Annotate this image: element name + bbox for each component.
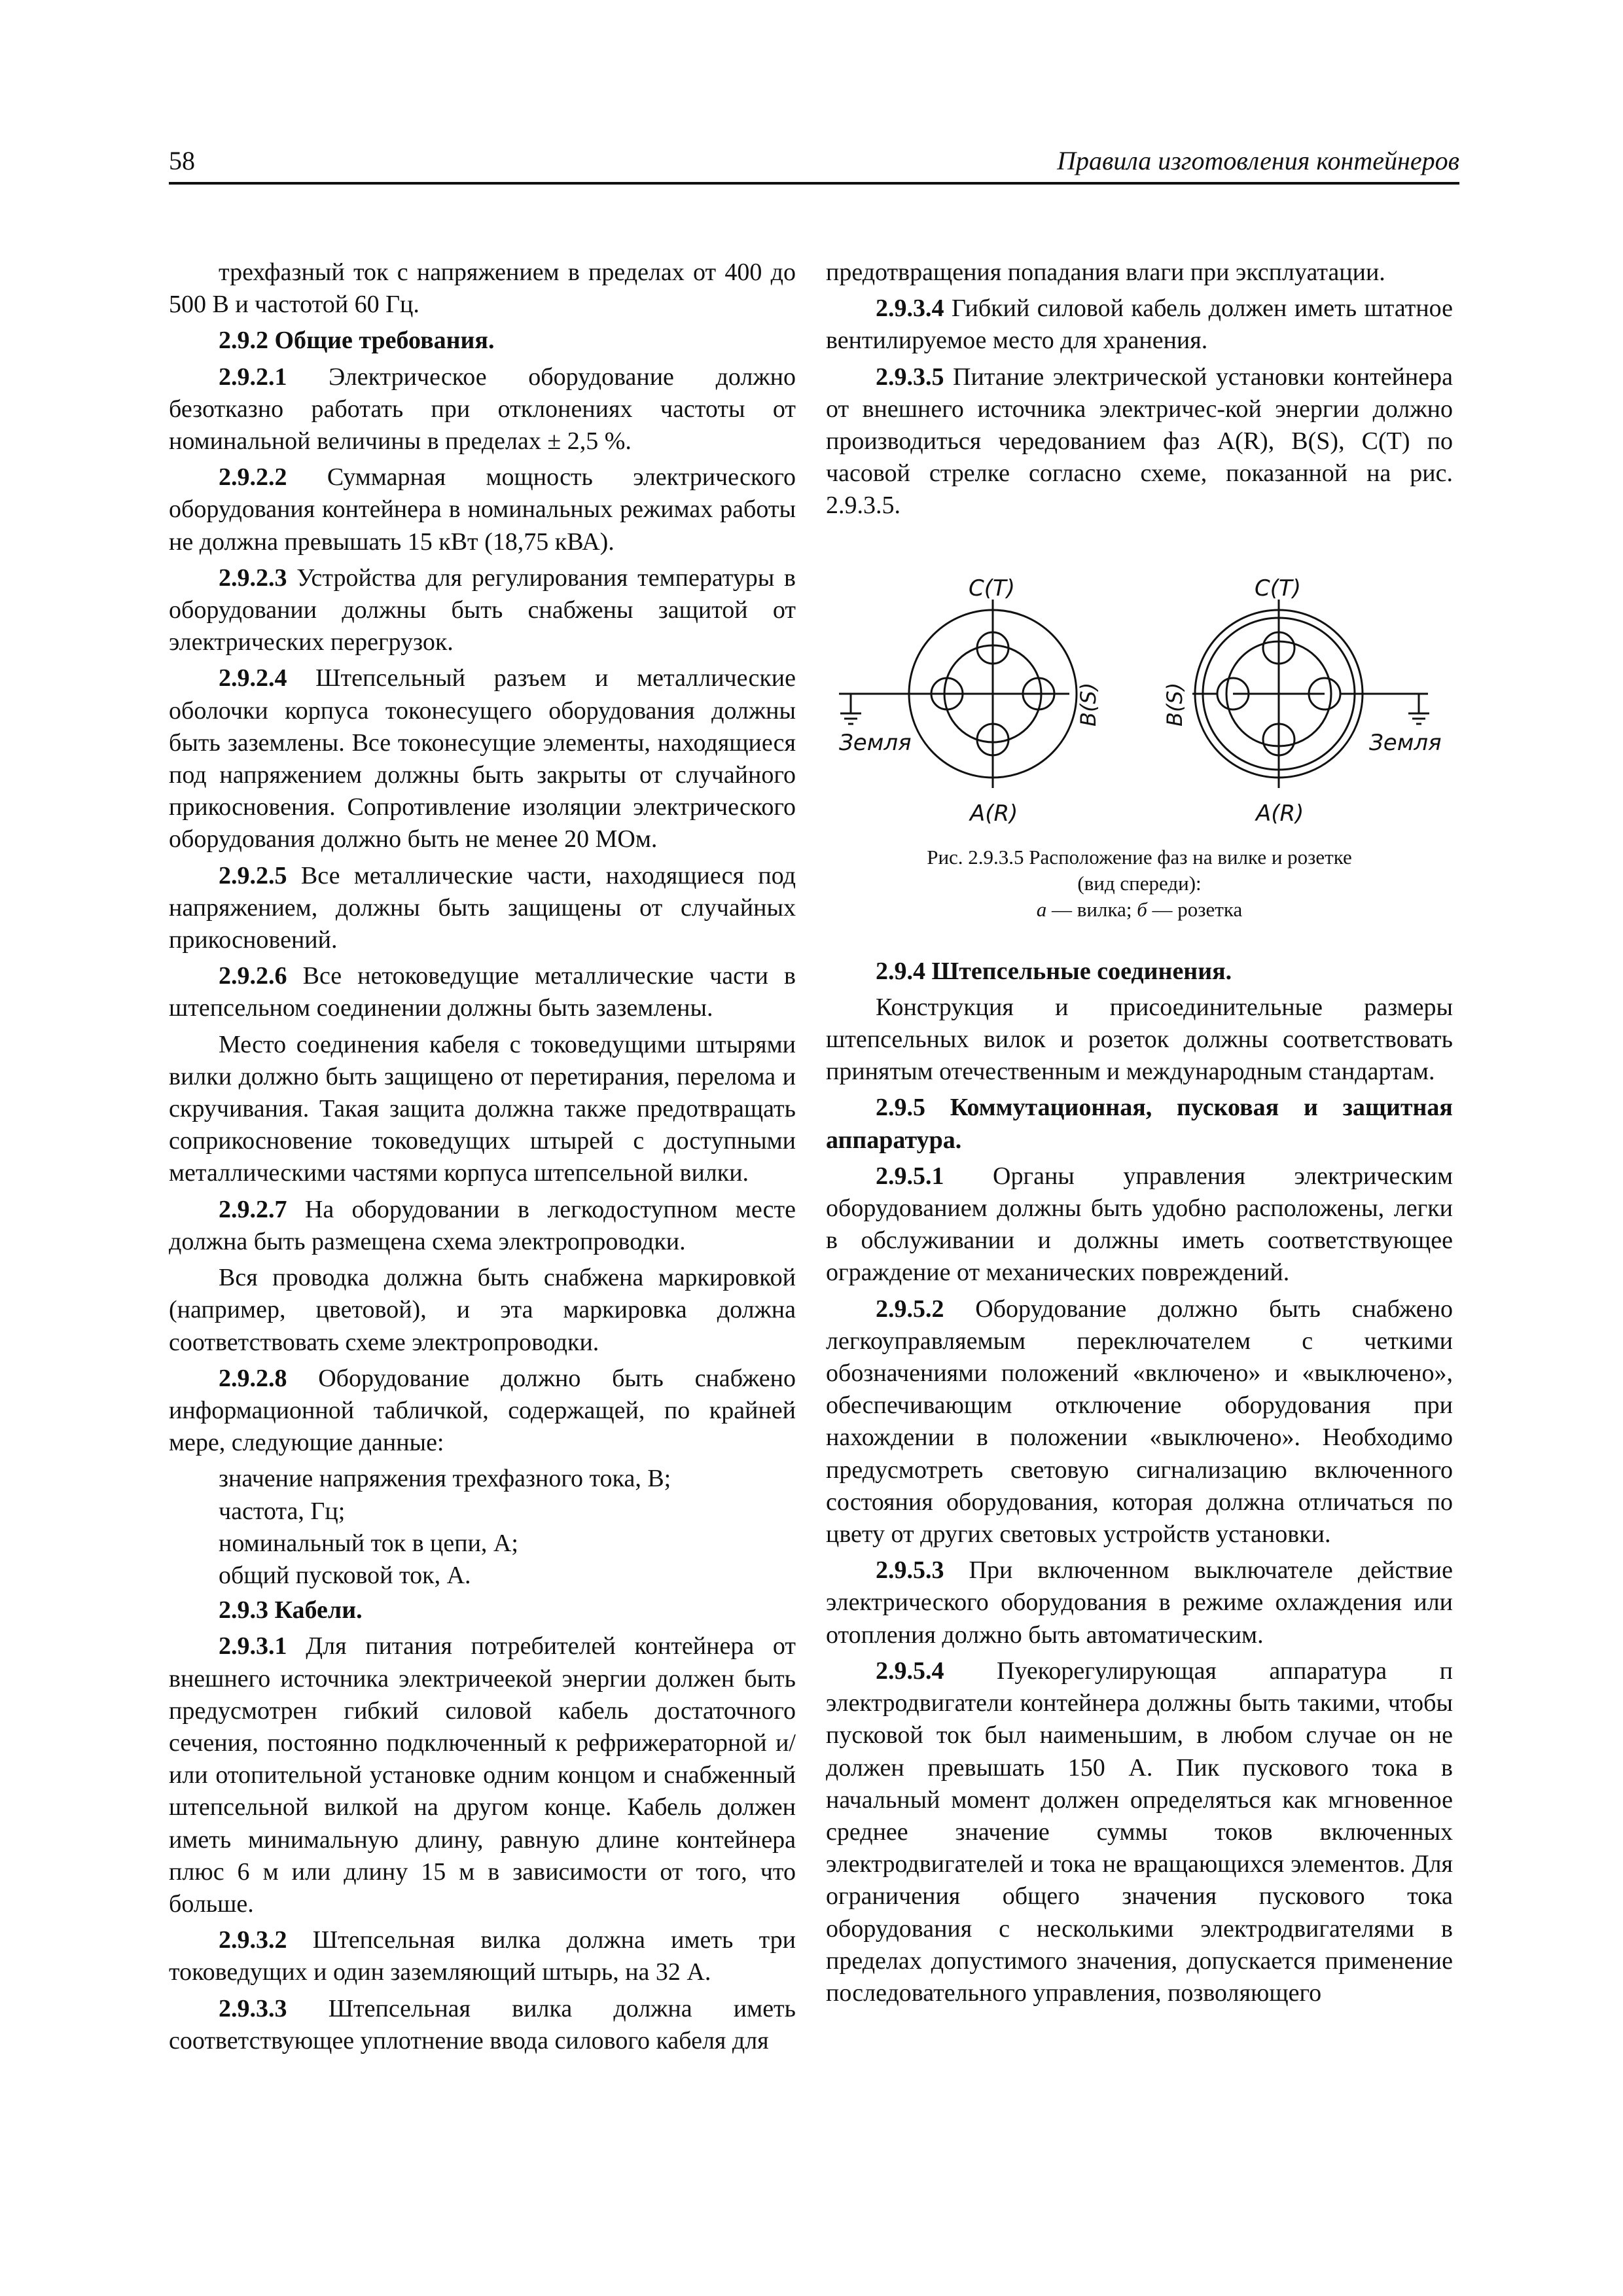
clause-2-9-2-6: 2.9.2.6 Все нетоковедущие металлические части в штепсельном соединении должны быть заземлены. <box>169 962 796 1022</box>
label-b-left: B(S) <box>1076 682 1101 726</box>
paragraph-cable-junction: Место соединения кабеля с токоведущими штырями вилки должно быть защищено от перетирания, перелома и скручивания. Такая защита должна также предотвращать соприкосновение токоведущих штырей с доступными металлическими частями корпуса штепсельной вилки. <box>169 1030 796 1187</box>
figure-caption: Рис. 2.9.3.5 Расположение фаз на вилке и розетке (вид спереди): а — вилка; б — розетка <box>927 845 1352 921</box>
page-number: 58 <box>169 146 195 175</box>
clause-2-9-3-3: 2.9.3.3 Штепсельная вилка должна иметь соответствующее уплотнение ввода силового кабеля для <box>169 1994 796 2054</box>
paragraph-continuation: трехфазный ток с напряжением в пределах от 400 до 500 В и частотой 60 Гц. <box>169 259 796 319</box>
paragraph-continuation: предотвращения попадания влаги при эксплуатации. <box>826 259 1385 286</box>
paragraph-connectors: Конструкция и присоединительные размеры штепсельных вилок и розеток должны соответствовать принятым отечественным и международным стандартам. <box>826 993 1453 1086</box>
left-column <box>169 257 796 2061</box>
label-ground-right: Земля <box>1369 729 1442 756</box>
clause-2-9-2-4: 2.9.2.4 Штепсельный разъем и металлические оболочки корпуса токонесущего оборудования должны быть заземлены. Все токонесущие элементы, находящиеся под напряжением должны быть закрыты от случайного прикосновения. Сопротивление изоляции электрического оборудования должно быть не менее 20 МОм. <box>169 664 796 853</box>
page-header <box>169 145 1459 183</box>
clause-2-9-2-8: 2.9.2.8 Оборудование должно быть снабжено информационной табличкой, содержащей, по крайней мере, следующие данные: <box>169 1364 796 1457</box>
socket-diagram <box>1192 600 1429 788</box>
list-item: значение напряжения трехфазного тока, В; <box>219 1465 671 1493</box>
list-item: номинальный ток в цепи, А; <box>219 1529 518 1557</box>
phase-diagram <box>826 542 1453 838</box>
list-item: общий пусковой ток, А. <box>219 1561 471 1589</box>
clause-2-9-5-1: 2.9.5.1 Органы управления электрическим оборудованием должны быть удобно расположены, легки в обслуживании и должны иметь соответствующее ограждение от механических повреждений. <box>826 1162 1453 1287</box>
section-heading-2-9-5: 2.9.5 Коммутационная, пусковая и защитная аппаратура. <box>826 1094 1453 1154</box>
clause-2-9-2-1: 2.9.2.1 Электрическое оборудование должно безотказно работать при отклонениях частоты от номинальной величины в пределах ± 2,5 %. <box>169 363 796 456</box>
clause-2-9-5-4: 2.9.5.4 Пуекорегулирующая аппаратура п электродвигатели контейнера должны быть такими, чтобы пусковой ток был наименьшим, в любом случае он не должен превышать 150 А. Пик пускового тока в начальный момент должен определяться как мгновенное среднее значение суммы токов включенных электродвигателей и тока не вращающихся элементов. Для ограничения общего значения пускового тока оборудования с несколькими электродвигателями в пределах допустимого значения, допускается применение последовательного управления, позволяющего <box>826 1657 1453 2007</box>
plug-diagram <box>839 600 1077 788</box>
phase-diagram-figure <box>826 542 1453 838</box>
clause-2-9-5-3: 2.9.5.3 При включенном выключателе действие электрического оборудования в режиме охлаждения или отопления должно быть автоматическим. <box>826 1556 1453 1649</box>
section-heading-2-9-2: 2.9.2 Общие требования. <box>219 327 495 355</box>
label-a-right: A(R) <box>1256 800 1304 827</box>
header-rule <box>169 182 1459 185</box>
clause-2-9-3-4: 2.9.3.4 Гибкий силовой кабель должен иметь штатное вентилируемое место для хранения. <box>826 295 1453 355</box>
right-column <box>826 257 1453 2013</box>
label-a-left: A(R) <box>970 800 1018 827</box>
label-c-right: C(T) <box>1255 575 1302 601</box>
clause-2-9-5-2: 2.9.5.2 Оборудование должно быть снабжено легкоуправляемым переключателем с четкими обозначениями положений «включено» и «выключено», обеспечивающим отключение оборудования при нахождении в положении «выключено». Необходимо предусмотреть световую сигнализацию включенного состояния оборудования, которая должна отличаться по цвету от других световых устройств установки. <box>826 1295 1453 1549</box>
clause-2-9-2-3: 2.9.2.3 Устройства для регулирования температуры в оборудовании должны быть снабжены защитой от электрических перегрузок. <box>169 564 796 656</box>
clause-2-9-2-5: 2.9.2.5 Все металлические части, находящиеся под напряжением, должны быть защищены от случайных прикосновений. <box>169 861 796 954</box>
running-title: Правила изготовления контейнеров <box>1057 146 1459 175</box>
section-heading-2-9-3: 2.9.3 Кабели. <box>219 1596 363 1624</box>
clause-2-9-2-2: 2.9.2.2 Суммарная мощность электрического оборудования контейнера в номинальных режимах работы не должна превышать 15 кВт (18,75 кВА). <box>169 463 796 556</box>
label-ground-left: Земля <box>839 729 912 756</box>
clause-2-9-3-5: 2.9.3.5 Питание электрической установки контейнера от внешнего источника электричес-кой энергии должно производиться чередованием фаз A(R), B(S), C(T) по часовой стрелке согласно схеме, показанной на рис. 2.9.3.5. <box>826 363 1453 520</box>
label-c-left: C(T) <box>969 575 1016 601</box>
clause-2-9-3-2: 2.9.3.2 Штепсельная вилка должна иметь три токоведущих и один заземляющий штырь, на 32 А. <box>169 1926 796 1986</box>
paragraph-wiring-marking: Вся проводка должна быть снабжена маркировкой (например, цветовой), и эта маркировка должна соответствовать схеме электропроводки. <box>169 1264 796 1356</box>
section-heading-2-9-4: 2.9.4 Штепсельные соединения. <box>876 957 1232 985</box>
clause-2-9-3-1: 2.9.3.1 Для питания потребителей контейнера от внешнего источника электричеекой энергии должен быть предусмотрен гибкий силовой кабель достаточного сечения, постоянно подключенный к рефрижераторной и/или отопительной установке одним концом и снабженный штепсельной вилкой на другом конце. Кабель должен иметь минимальную длину, равную длине контейнера плюс 6 м или длину 15 м в зависимости от того, что больше. <box>169 1632 796 1918</box>
clause-2-9-2-7: 2.9.2.7 На оборудовании в легкодоступном месте должна быть размещена схема электропроводки. <box>169 1195 796 1255</box>
list-item: частота, Гц; <box>219 1497 346 1525</box>
label-b-right: B(S) <box>1162 682 1187 726</box>
